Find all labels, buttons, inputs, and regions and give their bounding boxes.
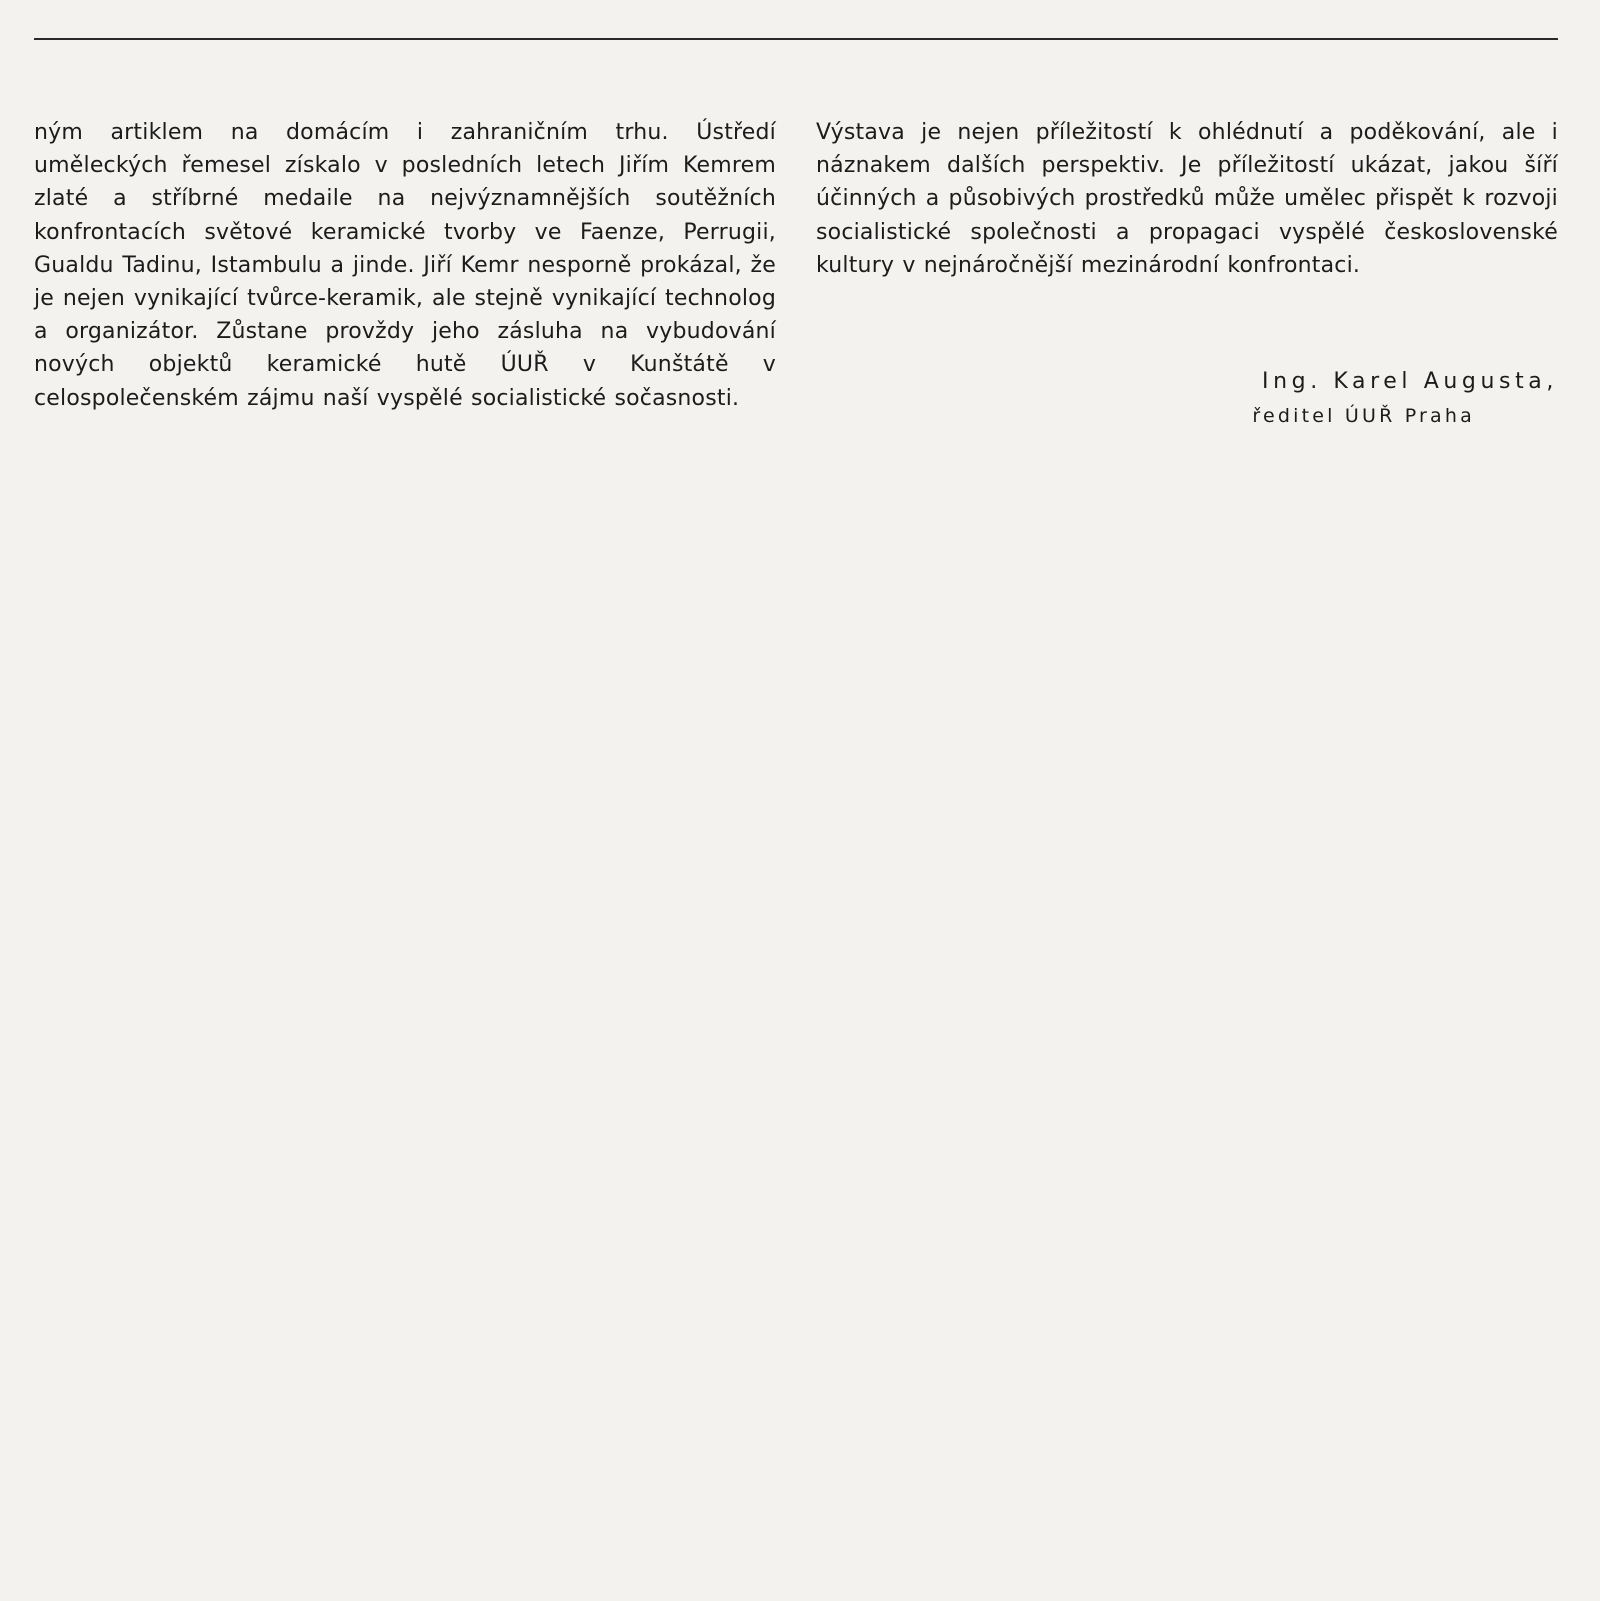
top-rule — [34, 38, 1558, 40]
left-column — [34, 116, 776, 415]
signature-name: Ing. Karel Augusta, — [1262, 369, 1558, 394]
signature-block — [816, 364, 1558, 432]
right-column — [816, 116, 1558, 282]
right-paragraph: Výstava je nejen příležitostí k ohlédnutí a poděkování, ale i náznakem dalších perspektiv. Je příležitostí ukázat, jakou šíří účinných a působivých prostředků může umělec přispět k rozvoji socialistické společnosti a propagaci vyspělé československé kultury v nejnáročnější mezinárodní konfrontaci. — [816, 120, 1558, 278]
left-paragraph: ným artiklem na domácím i zahraničním trhu. Ústředí uměleckých řemesel získalo v posledních letech Jiřím Kemrem zlaté a stříbrné medaile na nejvýznamnějších soutěžních konfrontacích světové keramické tvorby ve Faenze, Perrugii, Gualdu Tadinu, Istambulu a jinde. Jiří Kemr nesporně prokázal, že je nejen vynikající tvůrce-keramik, ale stejně vynikající technolog a organizátor. Zůstane provždy jeho zásluha na vybudování nových objektů keramické hutě ÚUŘ v Kunštátě v celospolečenském zájmu naší vyspělé socialistické sočasnosti. — [34, 120, 776, 411]
signature-title: ředitel ÚUŘ Praha — [1252, 405, 1475, 427]
